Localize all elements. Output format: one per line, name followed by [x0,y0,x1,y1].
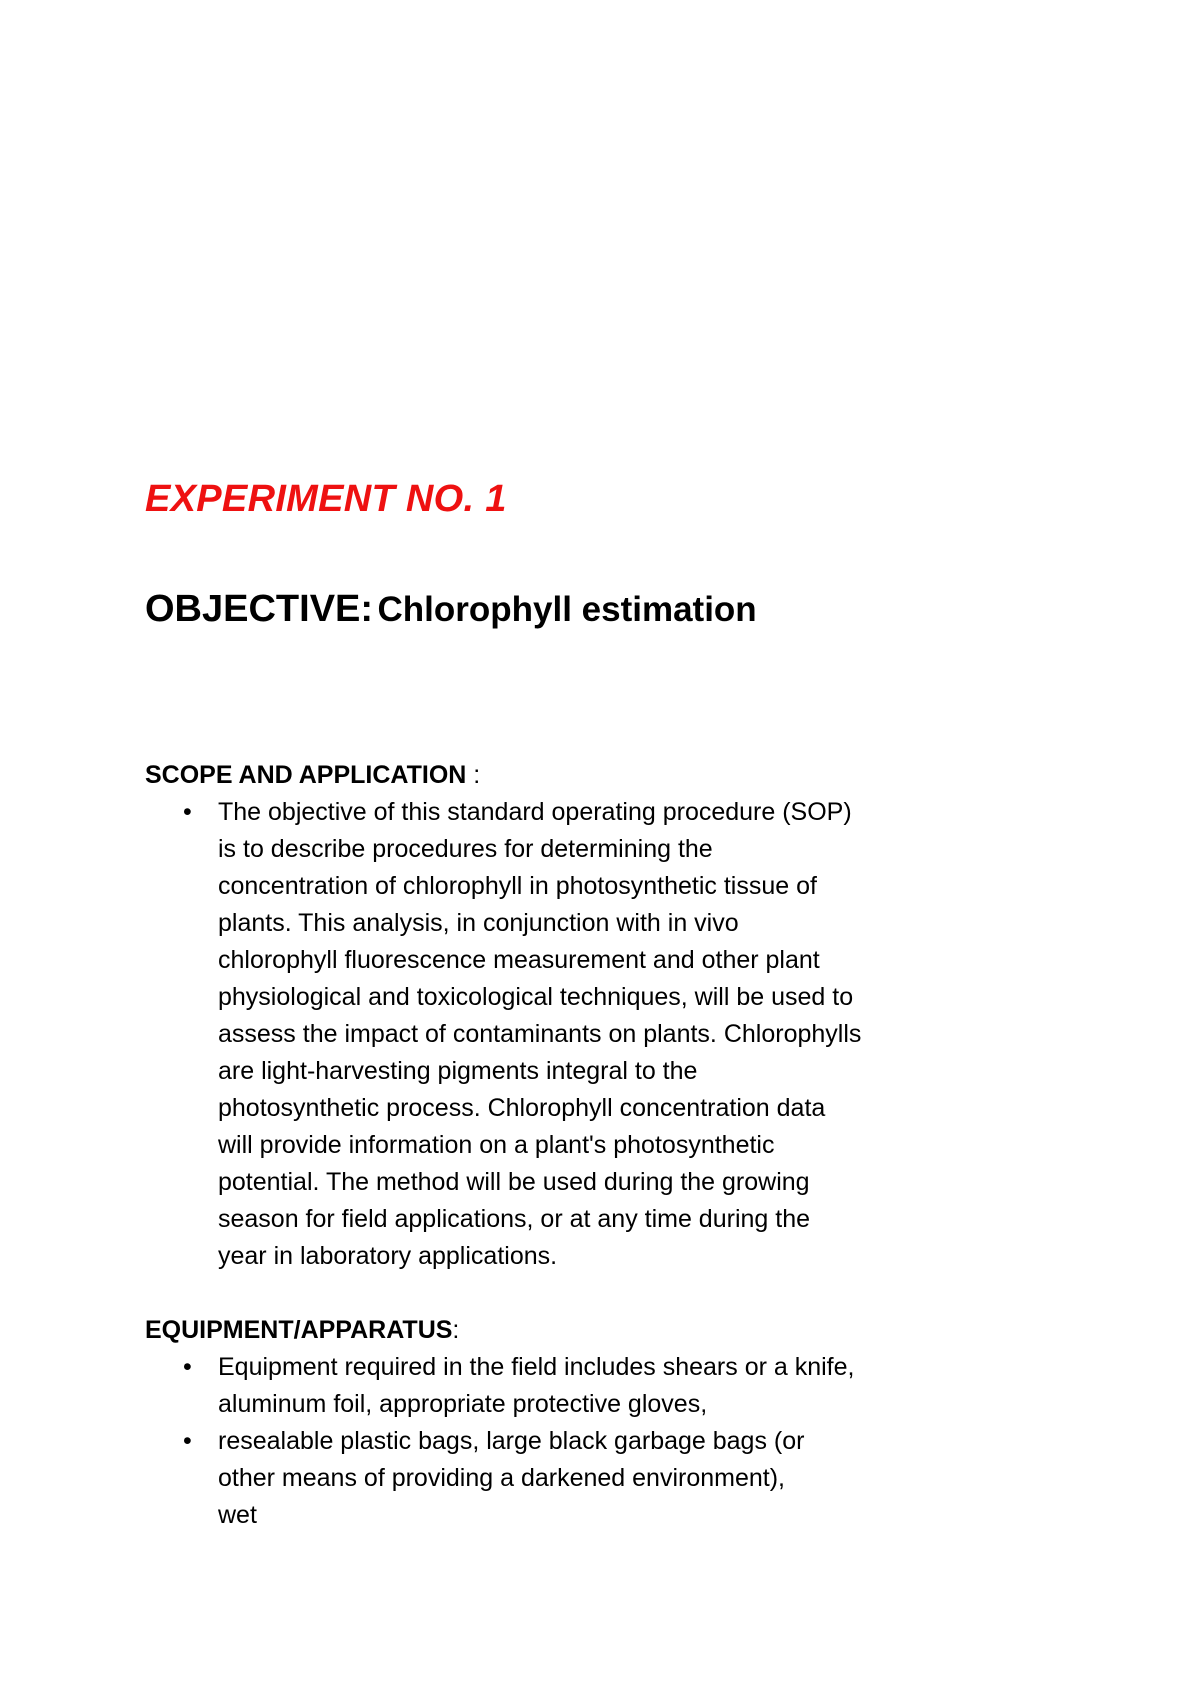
scope-section [145,757,985,1275]
scope-line: The objective of this standard operating procedure (SOP) [218,798,852,826]
equipment-line: aluminum foil, appropriate protective gloves, [218,1390,708,1418]
equipment-line: other means of providing a darkened environment), [218,1464,785,1492]
equipment-section [145,1312,985,1534]
equipment-list [145,1349,985,1534]
scope-line: will provide information on a plant's photosynthetic [218,1131,775,1159]
bullet-icon: • [183,1353,192,1381]
list-item [145,794,985,1275]
scope-line: concentration of chlorophyll in photosynthetic tissue of [218,872,817,900]
scope-line: plants. This analysis, in conjunction with in vivo [218,909,739,937]
objective-label: OBJECTIVE: [145,588,374,630]
list-item [145,1423,985,1534]
scope-line: physiological and toxicological techniques, will be used to [218,983,854,1011]
equipment-heading-suffix: : [452,1316,460,1344]
equipment-line: Equipment required in the field includes shears or a knife, [218,1353,855,1381]
scope-list [145,794,985,1275]
experiment-title: EXPERIMENT NO. 1 [145,478,507,520]
scope-line: season for field applications, or at any time during the [218,1205,811,1233]
bullet-icon: • [183,798,192,826]
equipment-heading-label: EQUIPMENT/APPARATUS [145,1316,453,1344]
scope-line: photosynthetic process. Chlorophyll concentration data [218,1094,826,1122]
scope-heading-label: SCOPE AND APPLICATION [145,761,467,789]
objective-line [145,588,757,631]
objective-text [378,590,757,629]
scope-line: chlorophyll fluorescence measurement and other plant [218,946,820,974]
equipment-heading [145,1312,985,1349]
scope-line: are light-harvesting pigments integral to the [218,1057,698,1085]
objective-value: Chlorophyll estimation [377,590,757,629]
scope-line: potential. The method will be used during the growing [218,1168,810,1196]
list-item [145,1349,985,1423]
equipment-line: wet [218,1501,257,1529]
scope-heading-suffix: : [466,761,481,789]
scope-line: is to describe procedures for determining the [218,835,713,863]
equipment-line: resealable plastic bags, large black garbage bags (or [218,1427,805,1455]
scope-line: year in laboratory applications. [218,1242,558,1270]
scope-line: assess the impact of contaminants on plants. Chlorophylls [218,1020,862,1048]
scope-heading [145,757,985,794]
bullet-icon: • [183,1427,192,1455]
